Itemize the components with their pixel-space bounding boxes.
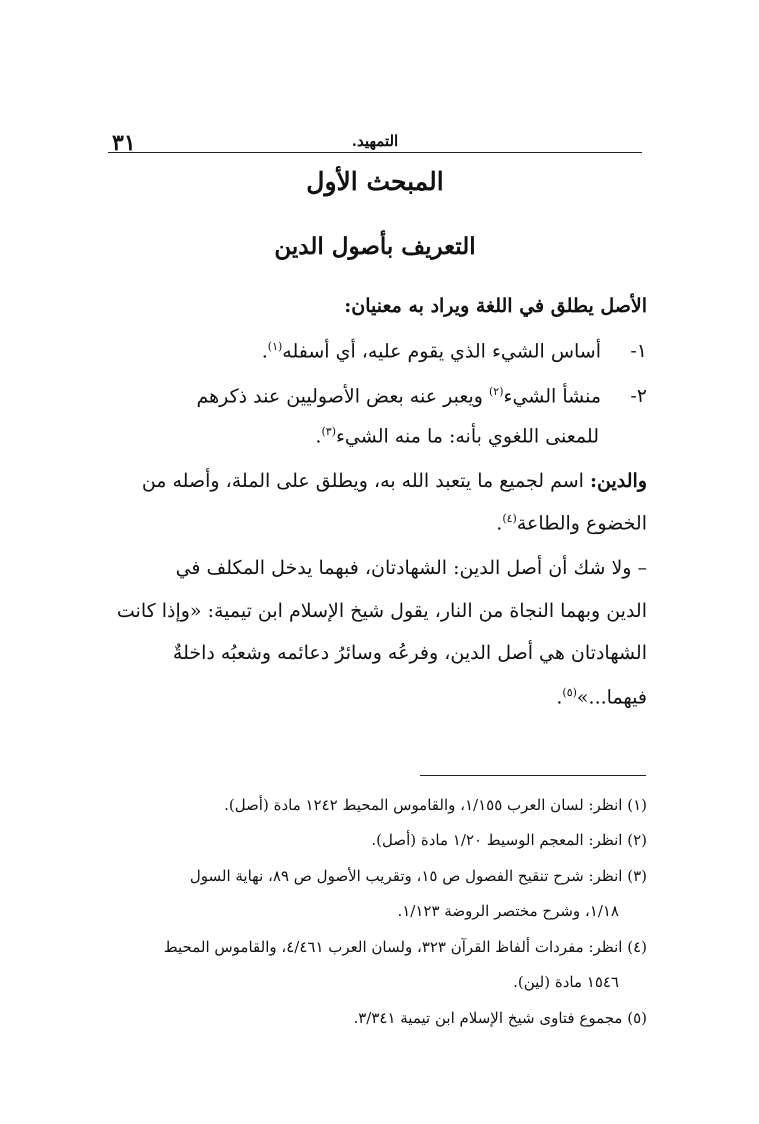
din-definition-continuation bbox=[496, 512, 647, 534]
list-item-2-continuation bbox=[315, 425, 599, 447]
footnote-ref: (٥) bbox=[562, 686, 577, 699]
list-number: ٢- bbox=[630, 385, 647, 408]
footnote-ref: (٤) bbox=[502, 512, 517, 525]
footnote-ref: (٣) bbox=[321, 425, 336, 438]
term-label: والدين: bbox=[590, 470, 647, 492]
list-text: للمعنى اللغوي بأنه: ما منه الشيء bbox=[335, 425, 599, 448]
footnote-ref: (٢) bbox=[489, 385, 504, 398]
definition-text: اسم لجميع ما يتعبد الله به، ويطلق على الملة، وأصله من bbox=[141, 470, 591, 492]
definition-text: الخضوع والطاعة bbox=[516, 512, 647, 535]
list-item-2 bbox=[196, 385, 647, 407]
footnote-5: (٥) مجموع فتاوى شيخ الإسلام ابن تيمية ٣/٣٤١. bbox=[353, 1009, 647, 1027]
footnote-2: (٢) انظر: المعجم الوسيط ١/٢٠ مادة (أصل). bbox=[371, 831, 647, 849]
paragraph-line-4 bbox=[556, 686, 647, 708]
list-item-1 bbox=[262, 340, 647, 362]
list-text: أساس الشيء الذي يقوم عليه، أي أسفله bbox=[282, 340, 601, 363]
quote-text: فيهما...» bbox=[576, 686, 647, 709]
paragraph-line-2: الدين وبهما النجاة من النار، يقول شيخ الإسلام ابن تيمية: «وإذا كانت bbox=[116, 600, 647, 622]
list-text: ويعبر عنه بعض الأصوليين عند ذكرهم bbox=[196, 385, 489, 408]
intro-line: الأصل يطلق في اللغة ويراد به معنيان: bbox=[344, 295, 647, 317]
section-heading: المبحث الأول bbox=[306, 167, 444, 196]
paragraph-line-1: – ولا شك أن أصل الدين: الشهادتان، فبهما يدخل المكلف في bbox=[175, 557, 647, 579]
punctuation: . bbox=[496, 512, 503, 535]
paragraph-line-3: الشهادتان هي أصل الدين، وفرعُه وسائرُ دعائمه وشعبُه داخلةٌ bbox=[172, 642, 647, 664]
din-definition bbox=[142, 470, 647, 492]
punctuation: . bbox=[556, 686, 563, 709]
page-number: ٣١ bbox=[112, 130, 136, 156]
footnote-1: (١) انظر: لسان العرب ١/١٥٥، والقاموس المحيط ١٢٤٢ مادة (أصل). bbox=[224, 796, 647, 814]
footnote-ref: (١) bbox=[267, 340, 283, 353]
subsection-heading: التعريف بأصول الدين bbox=[274, 233, 476, 260]
footnote-3: (٣) انظر: شرح تنقيح الفصول ص ١٥، وتقريب الأصول ص ٨٩، نهاية السول bbox=[189, 867, 647, 885]
list-number: ١- bbox=[630, 340, 647, 363]
footnote-3-continuation: ١/١٨، وشرح مختصر الروضة ١/١٢٣. bbox=[397, 902, 619, 920]
footnote-4: (٤) انظر: مفردات ألفاظ القرآن ٣٢٣، ولسان العرب ٤/٤٦١، والقاموس المحيط bbox=[163, 938, 647, 956]
running-title: التمهيد. bbox=[351, 132, 399, 150]
punctuation: . bbox=[261, 340, 268, 363]
list-text: منشأ الشيء bbox=[503, 385, 601, 408]
footnote-separator bbox=[420, 775, 646, 776]
footnote-4-continuation: ١٥٤٦ مادة (لين). bbox=[513, 973, 619, 991]
punctuation: . bbox=[315, 425, 322, 448]
page-header bbox=[108, 130, 642, 156]
